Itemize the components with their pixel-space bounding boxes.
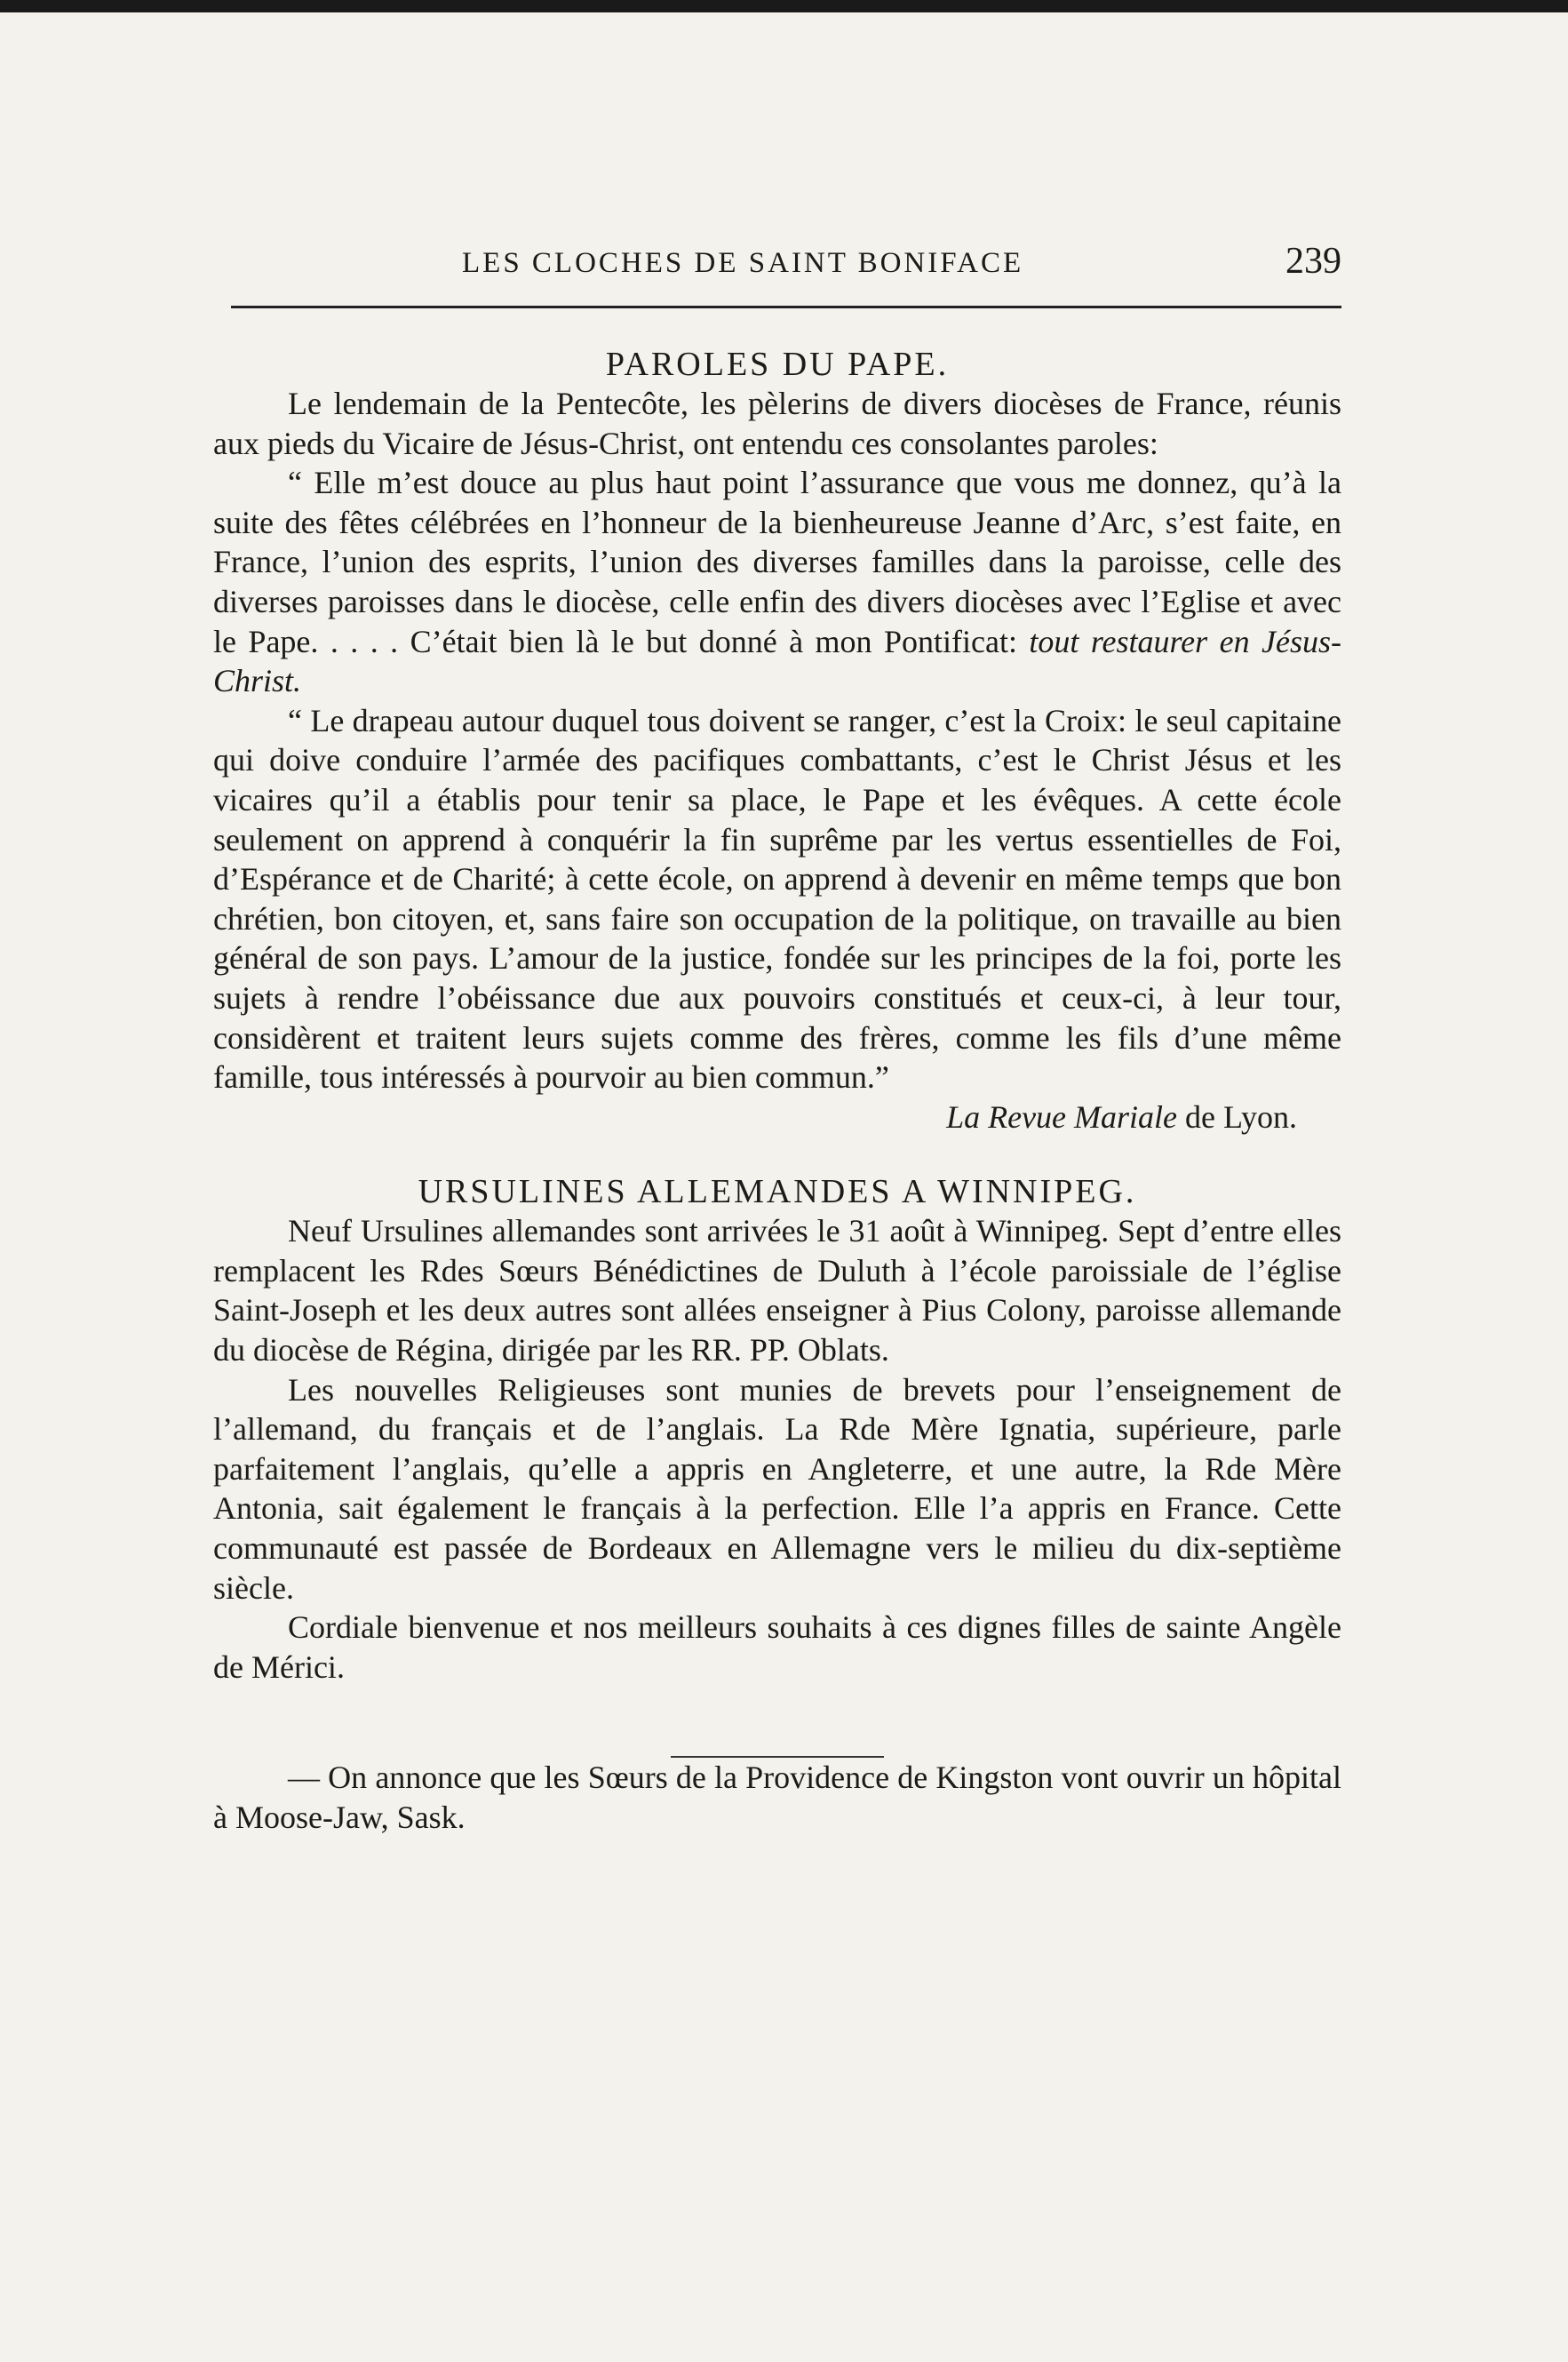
quote-1-italic: tout restaurer en Jésus-Christ. xyxy=(213,623,1341,699)
page xyxy=(213,240,1341,1838)
section-title-paroles: PAROLES DU PAPE. xyxy=(605,346,950,383)
paragraph-intro: Le lendemain de la Pentecôte, les pèlerins de divers diocèses de France, réunis aux pieds du Vicaire de Jésus-Christ, ont entendu ces consolantes paroles: xyxy=(213,386,1341,461)
quote-1-text: “ Elle m’est douce au plus haut point l’assurance que vous me donnez, qu’à la suite des fêtes célébrées en l’honneur de la bienheureuse Jeanne d’Arc, s’est faite, en France, l’union des esprits, l’union des diverses familles dans la paroisse, celle des diverses paroisses dans le diocèse, celle enfin des divers diocèses avec l’Eglise et avec le Pape. . . . . C’était bien là le but donné à mon Pontificat: xyxy=(213,465,1341,659)
notice-paragraph: — On annonce que les Sœurs de la Providence de Kingston vont ouvrir un hôpital à Moose-Jaw, Sask. xyxy=(213,1760,1341,1835)
attribution-source: La Revue Mariale xyxy=(946,1098,1178,1135)
paragraph-ursulines-3: Cordiale bienvenue et nos meilleurs souhaits à ces dignes filles de sainte Angèle de Mérici. xyxy=(213,1609,1341,1685)
attribution xyxy=(213,1097,1341,1137)
page-number: 239 xyxy=(1285,241,1341,282)
paragraph-ursulines-2: Les nouvelles Religieuses sont munies de brevets pour l’enseignement de l’allemand, du français et de l’anglais. La Rde Mère Ignatia, supérieure, parle parfaitement l’anglais, qu’elle a appris en Angleterre, et une autre, la Rde Mère Antonia, sait également le français à la perfection. Elle l’a appris en France. Cette communauté est passée de Bordeaux en Allemagne vers le milieu du dix-septième siècle. xyxy=(213,1371,1341,1606)
attribution-place: de Lyon. xyxy=(1185,1098,1297,1135)
section-title-ursulines: URSULINES ALLEMANDES A WINNIPEG. xyxy=(418,1173,1137,1211)
header-rule xyxy=(231,306,1341,308)
paragraph-ursulines-1: Neuf Ursulines allemandes sont arrivées le 31 août à Winnipeg. Sept d’entre elles remplacent les Rdes Sœurs Bénédictines de Duluth à l’école paroissiale de l’église Saint-Joseph et les deux autres sont allées enseigner à Pius Colony, paroisse allemande du diocèse de Régina, dirigée par les RR. PP. Oblats. xyxy=(213,1213,1341,1369)
running-head: LES CLOCHES DE SAINT BONIFACE xyxy=(462,247,1024,279)
top-scan-border xyxy=(0,0,1568,12)
paragraph-quote-1 xyxy=(213,463,1341,701)
page-header xyxy=(213,240,1341,293)
paragraph-quote-2: “ Le drapeau autour duquel tous doivent se ranger, c’est la Croix: le seul capitaine qui doive conduire l’armée des pacifiques combattants, c’est le Christ Jésus et les vicaires qu’il a établis pour tenir sa place, le Pape et les évêques. A cette école seulement on apprend à conquérir la fin suprême par les vertus essentielles de Foi, d’Espérance et de Charité; à cette école, on apprend à devenir en même temps que bon chrétien, bon citoyen, et, sans faire son occupation de la politique, on travaille au bien général de son pays. L’amour de la justice, fondée sur les principes de la foi, porte les sujets à rendre l’obéissance due aux pouvoirs constitués et ceux-ci, à leur tour, considèrent et traitent leurs sujets comme des frères, comme les fils d’une même famille, tous intéressés à pourvoir au bien commun.” xyxy=(213,702,1341,1096)
